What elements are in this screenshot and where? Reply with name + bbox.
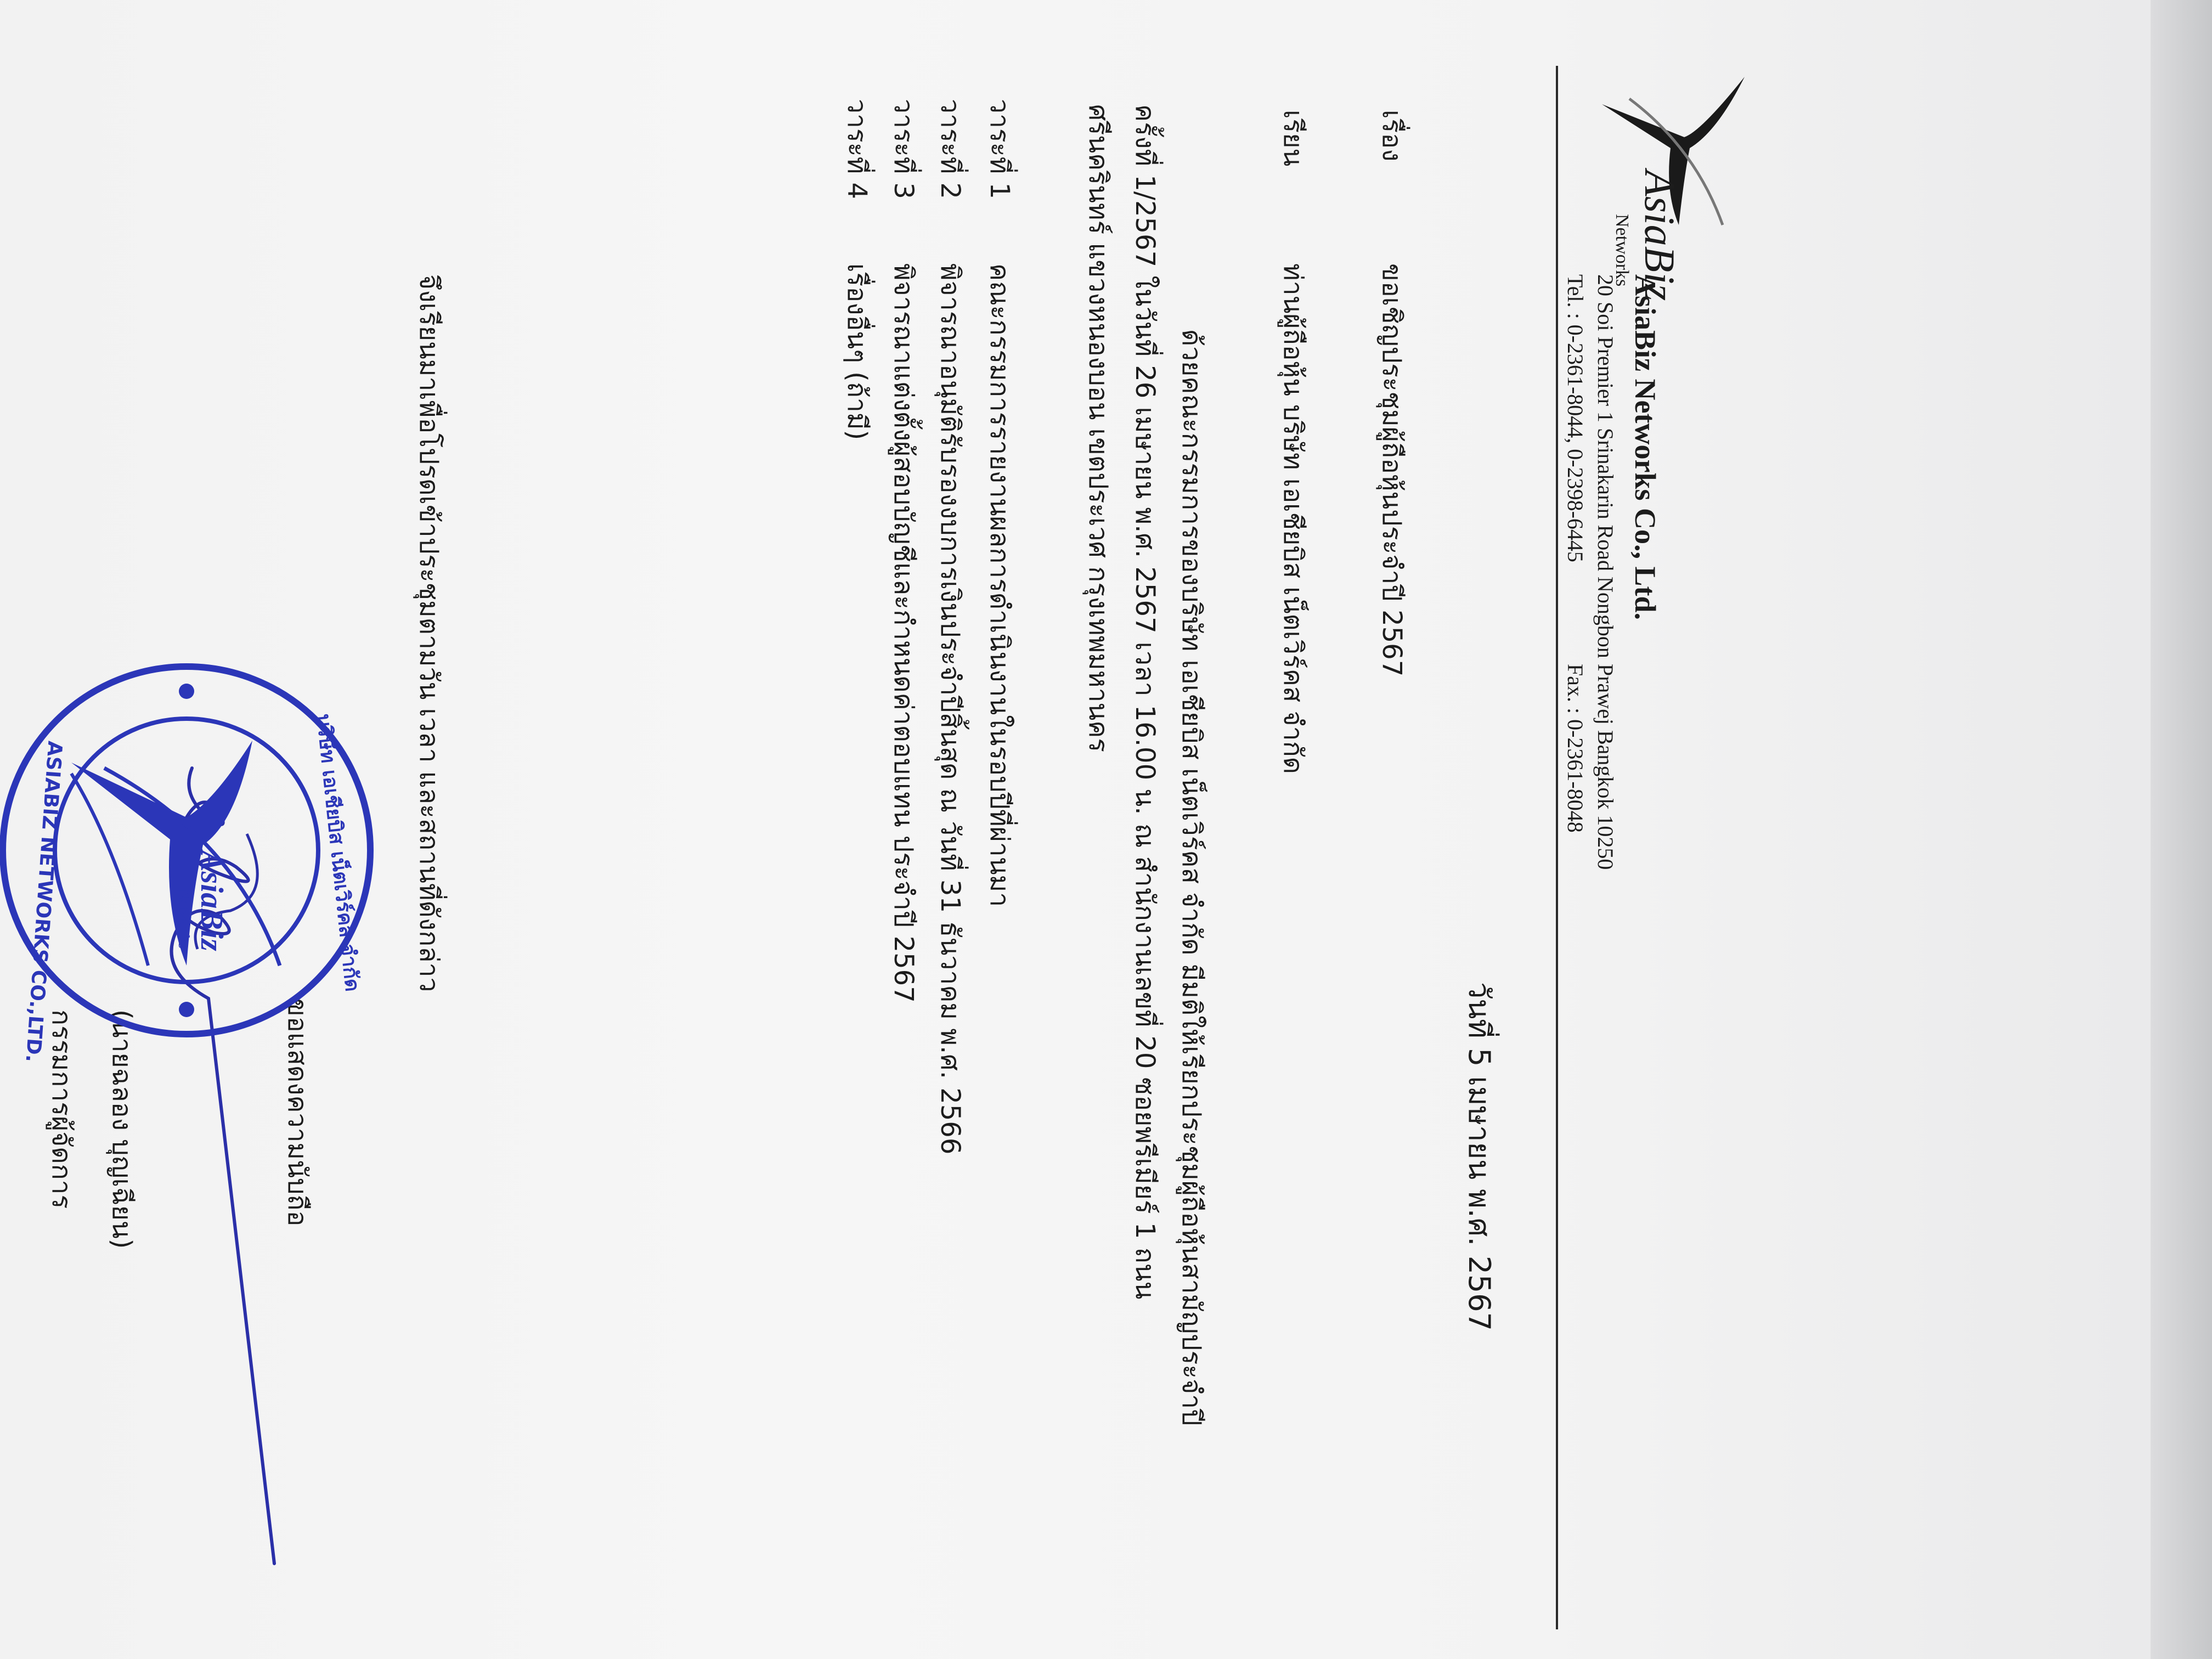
date-line: วันที่ 5 เมษายน พ.ศ. 2567	[1462, 982, 1497, 1331]
agenda-item-2: พิจารณาอนุมัติรับรองงบการเงินประจำปีสิ้นสุด ณ วันที่ 31 ธันวาคม พ.ศ. 2566	[935, 263, 966, 1155]
body-line-2: ครั้งที่ 1/2567 ในวันที่ 26 เมษายน พ.ศ. 2567 เวลา 16.00 น. ณ สำนักงานเลขที่ 20 ซอยพรีเมียร์ 1 ถนน	[1130, 104, 1160, 1300]
logo-subtext: Networks	[1612, 214, 1632, 287]
agenda-label-3: วาระที่ 3	[888, 99, 919, 199]
agenda-label-1: วาระที่ 1	[984, 99, 1015, 199]
agenda-item-4: เรื่องอื่นๆ (ถ้ามี)	[842, 263, 872, 441]
letterhead-rule	[1556, 66, 1558, 1629]
agenda-label-2: วาระที่ 2	[935, 99, 966, 199]
subject-text: ขอเชิญประชุมผู้ถือหุ้นประจำปี 2567	[1376, 263, 1407, 677]
seal-center-sub: Networks	[175, 889, 192, 949]
agenda-item-3: พิจารณาแต่งตั้งผู้สอบบัญชีและกำหนดค่าตอบแทน ประจำปี 2567	[888, 263, 919, 1003]
paper-edge-shadow	[2151, 0, 2212, 1659]
company-tel: Tel. : 0-2361-8044, 0-2398-6445	[1563, 274, 1588, 562]
recipient-label: เรียน	[1278, 110, 1308, 167]
company-name: AsiaBiz Networks Co., Ltd.	[1629, 274, 1662, 620]
closing-request: จึงเรียนมาเพื่อโปรดเข้าประชุมตามวัน เวลา และสถานที่ดังกล่าว	[414, 274, 444, 992]
company-fax: Fax. : 0-2361-8048	[1563, 664, 1588, 833]
letter	[0, 66, 1767, 1629]
subject-label: เรื่อง	[1376, 110, 1407, 162]
recipient-text: ท่านผู้ถือหุ้น บริษัท เอเชียบิส เน็ตเวิร์คส จำกัด	[1278, 263, 1308, 774]
logo-wordmark: AsiaBiz	[1636, 170, 1684, 301]
agenda-label-4: วาระที่ 4	[842, 99, 872, 199]
body-line-3: ศรีนครินทร์ แขวงหนองบอน เขตประเวศ กรุงเทพมหานคร	[1083, 104, 1114, 753]
signatory-name: (นายฉลอง บุญเฉียน)	[106, 1009, 137, 1249]
seal-center-text: AsiaBiz	[194, 850, 230, 951]
sign-off: ขอแสดงความนับถือ	[282, 998, 313, 1227]
body-line-1: ด้วยคณะกรรมการของบริษัท เอเชียบิส เน็ตเวิร์คส จำกัด มีมติให้เรียกประชุมผู้ถือหุ้นสามัญประจำปี	[1176, 329, 1207, 1426]
seal-thai-ring: บริษัท เอเชียบิส เน็ตเวิร์คส จำกัด	[312, 713, 364, 993]
seal-english-ring: ASIABIZ NETWORKS CO.,LTD.	[21, 740, 66, 1063]
agenda-item-1: คณะกรรมการรายงานผลการดำเนินงานในรอบปีที่ผ่านมา	[984, 263, 1015, 907]
signatory-title: กรรมการผู้จัดการ	[46, 1009, 77, 1209]
company-address: 20 Soi Premier 1 Srinakarin Road Nongbon Prawej Bangkok 10250	[1593, 274, 1618, 870]
